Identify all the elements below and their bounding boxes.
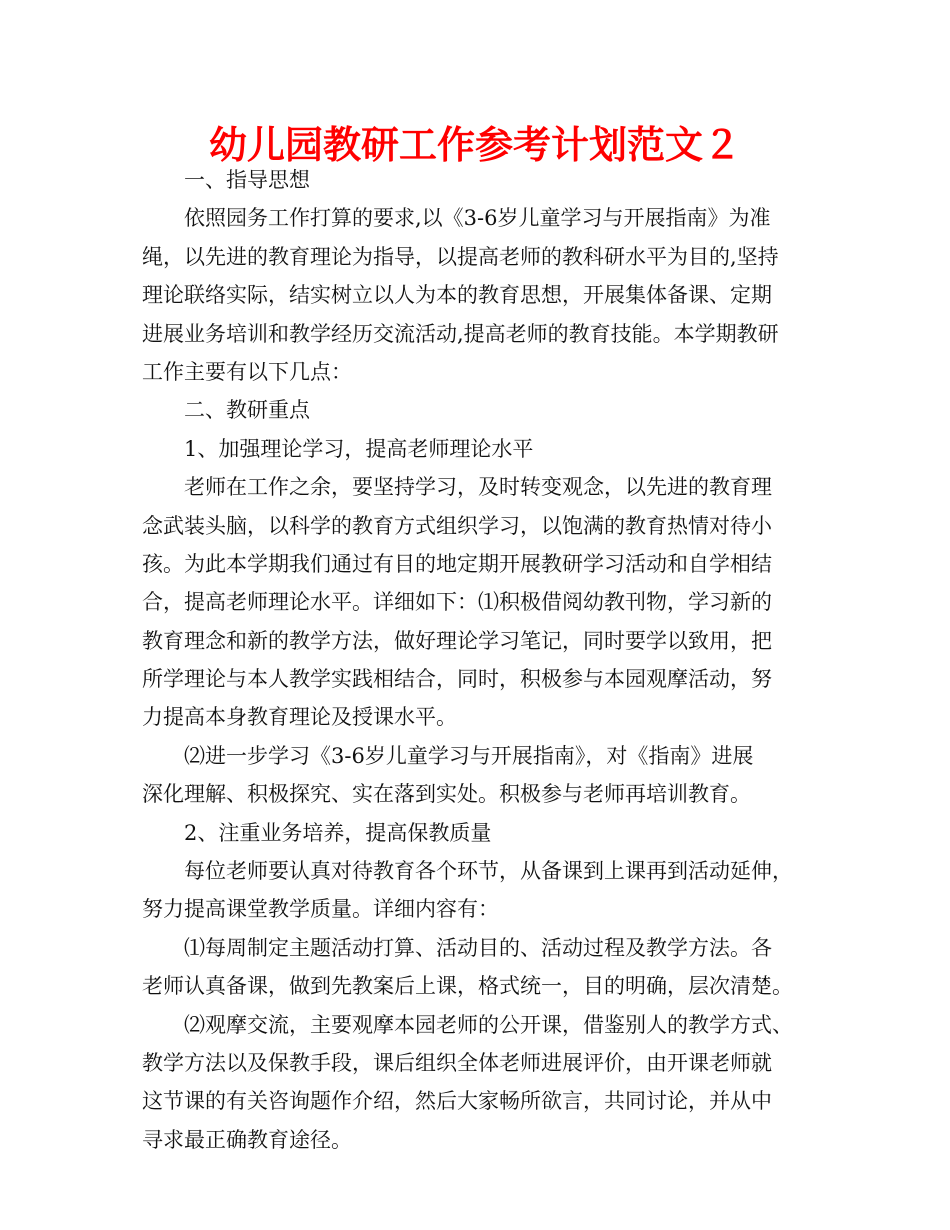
body-line: 1、加强理论学习，提高老师理论水平 <box>184 436 534 461</box>
body-line: 孩。为此本学期我们通过有目的地定期开展教研学习活动和自学相结 <box>142 551 772 576</box>
body-line: 这节课的有关咨询题作介绍，然后大家畅所欲言，共同讨论，并从中 <box>142 1089 772 1114</box>
body-line: 念武装头脑，以科学的教育方式组织学习，以饱满的教育热情对待小 <box>142 513 772 538</box>
body-line: 理论联络实际，结实树立以人为本的教育思想，开展集体备课、定期 <box>142 283 772 308</box>
body-line: 依照园务工作打算的要求,以《3-6岁儿童学习与开展指南》为准 <box>184 206 771 231</box>
body-line: 一、指导思想 <box>184 168 310 192</box>
body-line: ⑴每周制定主题活动打算、活动目的、活动过程及教学方法。各 <box>184 935 772 960</box>
body-line: 工作主要有以下几点： <box>142 359 352 384</box>
body-line: 进展业务培训和教学经历交流活动,提高老师的教育技能。本学期教研 <box>142 321 779 346</box>
body-line: ⑵观摩交流，主要观摩本园老师的公开课，借鉴别人的教学方式、 <box>184 1012 793 1037</box>
body-line: 老师认真备课，做到先教案后上课，格式统一，目的明确，层次清楚。 <box>142 974 793 999</box>
body-line: 教学方法以及保教手段，课后组织全体老师进展评价，由开课老师就 <box>142 1050 772 1075</box>
document-title: 幼儿园教研工作参考计划范文２ <box>208 123 741 167</box>
body-line: 努力提高课堂教学质量。详细内容有： <box>142 897 499 922</box>
body-line: 教育理念和新的教学方法，做好理论学习笔记，同时要学以致用，把 <box>142 628 772 653</box>
body-line: 每位老师要认真对待教育各个环节，从备课到上课再到活动延伸， <box>184 859 793 884</box>
body-line: 2、注重业务培养，提高保教质量 <box>184 820 492 845</box>
body-line: ⑵进一步学习《3-6岁儿童学习与开展指南》，对《指南》进展 <box>184 743 754 768</box>
document-body <box>142 161 814 1159</box>
body-line: 寻求最正确教育途径。 <box>142 1127 352 1152</box>
body-line: 深化理解、积极探究、实在落到实处。积极参与老师再培训教育。 <box>142 782 751 807</box>
body-line: 力提高本身教育理论及授课水平。 <box>142 705 457 730</box>
body-line: 绳，以先进的教育理论为指导，以提高老师的教科研水平为目的,坚持 <box>142 244 779 269</box>
body-line: 合，提高老师理论水平。详细如下：⑴积极借阅幼教刊物，学习新的 <box>142 590 772 615</box>
body-line: 所学理论与本人教学实践相结合，同时，积极参与本园观摩活动，努 <box>142 667 772 692</box>
body-line: 二、教研重点 <box>184 398 310 423</box>
body-line: 老师在工作之余，要坚持学习，及时转变观念，以先进的教育理 <box>184 475 772 500</box>
